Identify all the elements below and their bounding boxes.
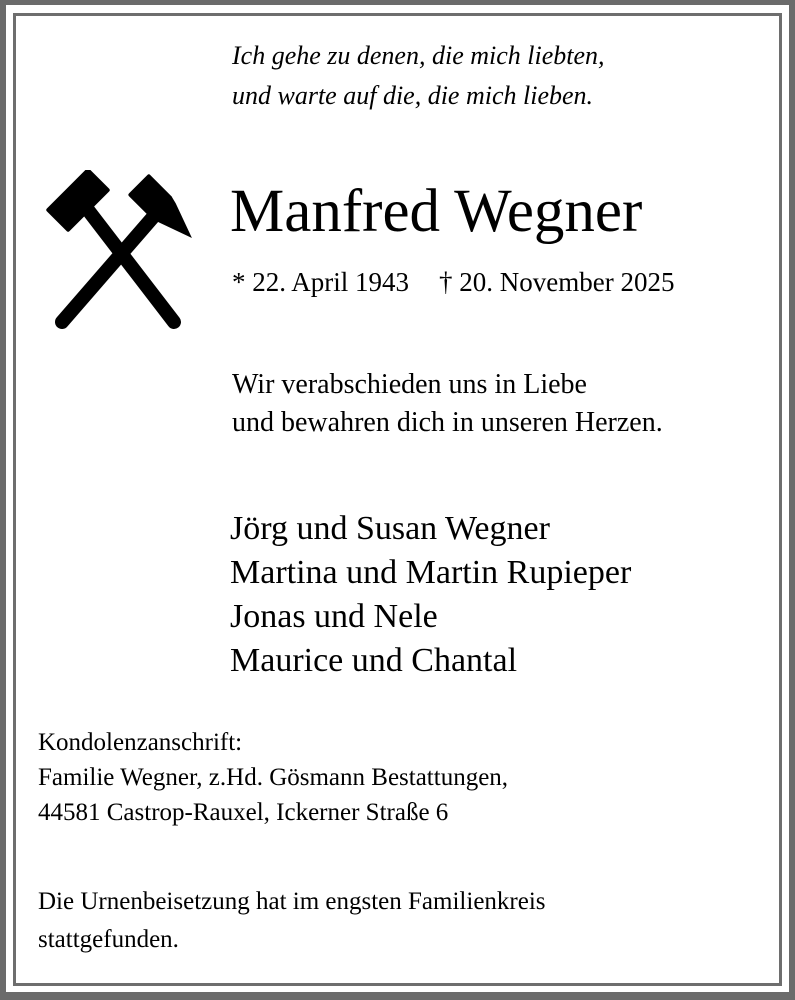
quote-line-1: Ich gehe zu denen, die mich liebten,	[232, 41, 605, 70]
farewell-line-2: und bewahren dich in unseren Herzen.	[232, 407, 663, 438]
birth-date: * 22. April 1943	[232, 267, 410, 297]
memorial-quote	[232, 36, 605, 116]
farewell-line-1: Wir verabschieden uns in Liebe	[232, 369, 587, 400]
condolence-address-line-2: 44581 Castrop-Rauxel, Ickerner Straße 6	[38, 799, 449, 826]
life-dates	[232, 264, 674, 300]
deceased-name: Manfred Wegner	[230, 178, 643, 245]
mourner-entry: Jonas und Nele	[230, 598, 438, 635]
mourner-entry: Martina und Martin Rupieper	[230, 554, 632, 591]
condolence-label: Kondolenzanschrift:	[38, 729, 243, 756]
notice-line-2: stattgefunden.	[38, 926, 179, 953]
condolence-address-line-1: Familie Wegner, z.Hd. Gösmann Bestattungen,	[38, 764, 509, 791]
notice-line-1: Die Urnenbeisetzung hat im engsten Familienkreis	[38, 888, 546, 915]
mourner-entry: Jörg und Susan Wegner	[230, 510, 550, 547]
inner-frame	[13, 13, 782, 986]
mourners-list	[230, 507, 631, 683]
farewell-text	[232, 366, 663, 442]
mourner-entry: Maurice und Chantal	[230, 642, 518, 679]
quote-line-2: und warte auf die, die mich lieben.	[232, 81, 594, 110]
condolence-address	[38, 725, 508, 830]
hammer-and-pick-icon	[36, 170, 200, 334]
death-date: † 20. November 2025	[439, 267, 675, 297]
burial-notice	[38, 883, 546, 959]
